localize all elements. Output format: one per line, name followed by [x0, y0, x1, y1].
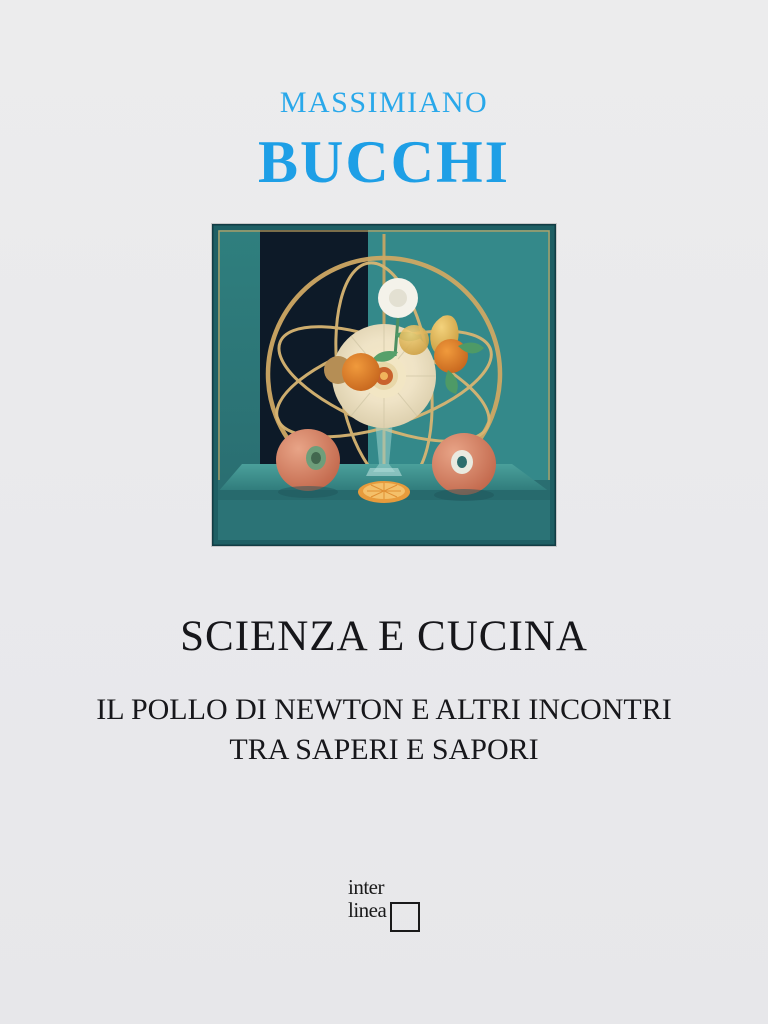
- book-subtitle: [0, 690, 768, 769]
- cover-artwork: [212, 224, 556, 546]
- book-title: SCIENZA E CUCINA: [180, 613, 588, 660]
- square-logo-icon: [390, 902, 420, 932]
- author-first-name: MASSIMIANO: [279, 86, 489, 119]
- publisher-logo-box: [348, 876, 420, 932]
- author-last-name: BUCCHI: [257, 129, 511, 195]
- subtitle-line-1: IL POLLO DI NEWTON E ALTRI INCONTRI: [96, 693, 672, 726]
- publisher-name-line-2: linea: [348, 898, 387, 923]
- publisher-name: [348, 876, 386, 922]
- subtitle-line-2: TRA SAPERI E SAPORI: [229, 732, 539, 766]
- publisher-name-line-1: inter: [348, 875, 384, 899]
- author-block: [0, 86, 768, 195]
- atom-still-life-painting: [212, 224, 556, 546]
- publisher-logo: [0, 876, 768, 932]
